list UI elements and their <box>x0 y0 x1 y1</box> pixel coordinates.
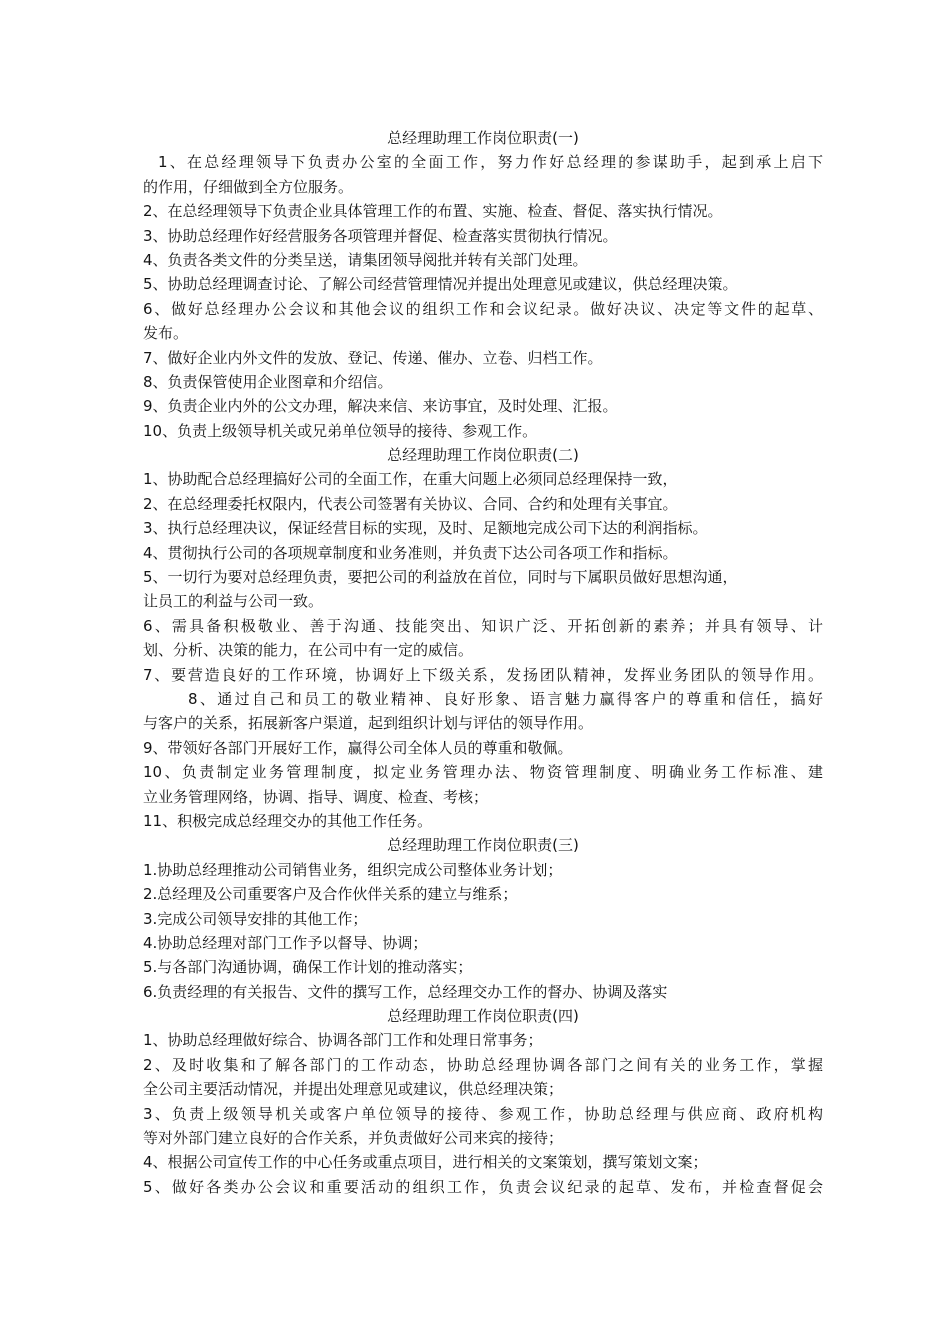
list-item-line: 发布。 <box>143 324 189 343</box>
list-item-line: 划、分析、决策的能力，在公司中有一定的威信。 <box>143 641 474 660</box>
list-item-line: 1、协助配合总经理搞好公司的全面工作，在重大问题上必须同总经理保持一致， <box>143 470 678 489</box>
list-item-line: 4.协助总经理对部门工作予以督导、协调； <box>143 933 428 952</box>
list-item-line: 全公司主要活动情况，并提出处理意见或建议，供总经理决策； <box>143 1080 564 1099</box>
section-title: 总经理助理工作岗位职责(三) <box>387 836 579 855</box>
list-item-line: 与客户的关系，拓展新客户渠道，起到组织计划与评估的领导作用。 <box>143 714 594 733</box>
list-item-line: 5、协助总经理调查讨论、了解公司经营管理情况并提出处理意见或建议，供总经理决策。 <box>143 275 738 294</box>
section-title: 总经理助理工作岗位职责(一) <box>387 129 579 147</box>
list-item-line: 5.与各部门沟通协调，确保工作计划的推动落实； <box>143 958 473 977</box>
list-item-line: 2、在总经理领导下负责企业具体管理工作的布置、实施、检查、督促、落实执行情况。 <box>143 202 723 221</box>
list-item-line: 4、负责各类文件的分类呈送，请集团领导阅批并转有关部门处理。 <box>143 250 588 269</box>
section-title: 总经理助理工作岗位职责(二) <box>387 446 579 465</box>
list-item-line: 4、贯彻执行公司的各项规章制度和业务准则，并负责下达公司各项工作和指标。 <box>143 543 678 562</box>
section-title: 总经理助理工作岗位职责(四) <box>387 1007 579 1026</box>
list-item-line: 2、在总经理委托权限内，代表公司签署有关协议、合同、合约和处理有关事宜。 <box>143 494 678 513</box>
list-item-line: 8、负责保管使用企业图章和介绍信。 <box>143 372 393 391</box>
list-item-line: 1、协助总经理做好综合、协调各部门工作和处理日常事务； <box>143 1031 543 1050</box>
list-item-line: 5、做好各类办公会议和重要活动的组织工作，负责会议纪录的起草、发布，并检查督促会 <box>143 1177 823 1196</box>
list-item-line: 立业务管理网络，协调、指导、调度、检查、考核； <box>143 787 489 806</box>
list-item-line: 7、要营造良好的工作环境，协调好上下级关系，发扬团队精神，发挥业务团队的领导作用。 <box>143 665 823 684</box>
list-item-line: 8、通过自己和员工的敬业精神、良好形象、语言魅力赢得客户的尊重和信任，搞好 <box>188 689 823 708</box>
list-item-line: 1、在总经理领导下负责办公室的全面工作，努力作好总经理的参谋助手，起到承上启下 <box>158 153 823 172</box>
list-item-line: 11、积极完成总经理交办的其他工作任务。 <box>143 811 433 830</box>
list-item-line: 让员工的利益与公司一致。 <box>143 592 324 611</box>
list-item-line: 4、根据公司宣传工作的中心任务或重点项目，进行相关的文案策划，撰写策划文案； <box>143 1153 708 1172</box>
list-item-line: 6、需具备积极敬业、善于沟通、技能突出、知识广泛、开拓创新的素养；并具有领导、计 <box>143 616 823 635</box>
list-item-line: 6.负责经理的有关报告、文件的撰写工作，总经理交办工作的督办、协调及落实 <box>143 982 668 1001</box>
list-item-line: 等对外部门建立良好的合作关系，并负责做好公司来宾的接待； <box>143 1129 564 1148</box>
list-item-line: 2、及时收集和了解各部门的工作动态，协助总经理协调各部门之间有关的业务工作，掌握 <box>143 1055 823 1074</box>
list-item-line: 5、一切行为要对总经理负责，要把公司的利益放在首位，同时与下属职员做好思想沟通， <box>143 568 738 587</box>
list-item-line: 3、负责上级领导机关或客户单位领导的接待、参观工作，协助总经理与供应商、政府机构 <box>143 1104 823 1123</box>
section-1 <box>143 126 823 443</box>
list-item-line: 1.协助总经理推动公司销售业务，组织完成公司整体业务计划； <box>143 860 563 879</box>
list-item-line: 3、协助总经理作好经营服务各项管理并督促、检查落实贯彻执行情况。 <box>143 226 618 245</box>
list-item-line: 7、做好企业内外文件的发放、登记、传递、催办、立卷、归档工作。 <box>143 348 603 367</box>
list-item-line: 3、执行总经理决议，保证经营目标的实现，及时、足额地完成公司下达的利润指标。 <box>143 519 708 538</box>
section-4 <box>143 1004 823 1199</box>
list-item-line: 2.总经理及公司重要客户及合作伙伴关系的建立与维系； <box>143 885 518 904</box>
document-page <box>143 126 823 1199</box>
section-2 <box>143 443 823 833</box>
list-item-line: 的作用，仔细做到全方位服务。 <box>143 177 354 196</box>
list-item-line: 10、负责制定业务管理制度，拟定业务管理办法、物资管理制度、明确业务工作标准、建 <box>143 763 823 782</box>
section-3 <box>143 833 823 1004</box>
list-item-line: 9、带领好各部门开展好工作，赢得公司全体人员的尊重和敬佩。 <box>143 738 573 757</box>
list-item-line: 10、负责上级领导机关或兄弟单位领导的接待、参观工作。 <box>143 421 538 440</box>
list-item-line: 3.完成公司领导安排的其他工作； <box>143 909 368 928</box>
list-item-line: 9、负责企业内外的公文办理，解决来信、来访事宜，及时处理、汇报。 <box>143 397 618 416</box>
list-item-line: 6、做好总经理办公会议和其他会议的组织工作和会议纪录。做好决议、决定等文件的起草、 <box>143 299 823 318</box>
